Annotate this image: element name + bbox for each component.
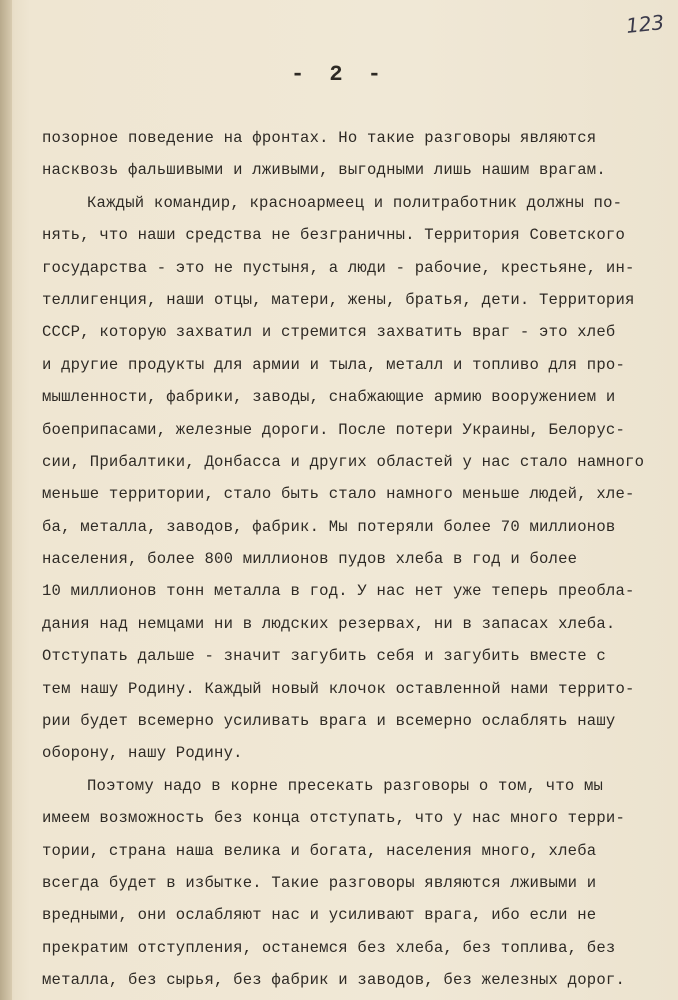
text-line: сии, Прибалтики, Донбасса и других областей у нас стало намного	[42, 452, 645, 471]
body-text	[42, 122, 652, 997]
page-number: - 2 -	[290, 62, 387, 87]
text-line: прекратим отступления, останемся без хлеба, без топлива, без	[42, 938, 616, 957]
paragraph-start-line: Каждый командир, красноармеец и политработник должны по-	[87, 193, 623, 212]
text-line: ба, металла, заводов, фабрик. Мы потеряли более 70 миллионов	[42, 517, 616, 536]
archive-number: 123	[624, 10, 666, 38]
text-line: мышленности, фабрики, заводы, снабжающие армию вооружением и	[42, 388, 616, 407]
text-line: позорное поведение на фронтах. Но такие разговоры являются	[42, 129, 597, 147]
text-line: дания над немцами ни в людских резервах, ни в запасах хлеба.	[42, 614, 616, 633]
text-line: теллигенция, наши отцы, матери, жены, братья, дети. Территория	[42, 290, 635, 309]
text-line: рии будет всемерно усиливать врага и всемерно ослаблять нашу	[42, 712, 616, 731]
text-line: и другие продукты для армии и тыла, металл и топливо для про-	[42, 355, 626, 374]
text-line: государства - это не пустыня, а люди - рабочие, крестьяне, ин-	[42, 258, 635, 277]
text-line: 10 миллионов тонн металла в год. У нас нет уже теперь преобла-	[42, 582, 635, 601]
text-line: металла, без сырья, без фабрик и заводов, без железных дорог.	[42, 971, 626, 990]
binding-edge	[0, 0, 12, 1000]
text-line: вредными, они ослабляют нас и усиливают врага, ибо если не	[42, 906, 597, 925]
text-line: населения, более 800 миллионов пудов хлеба в год и более	[42, 550, 578, 569]
text-line: СССР, которую захватил и стремится захватить враг - это хлеб	[42, 323, 616, 342]
text-line: насквозь фальшивыми и лживыми, выгодными лишь нашим врагам.	[42, 161, 606, 180]
text-line: нять, что наши средства не безграничны. Территория Советского	[42, 226, 626, 245]
text-line: боеприпасами, железные дороги. После потери Украины, Белорус-	[42, 420, 626, 439]
text-line: тем нашу Родину. Каждый новый клочок оставленной нами террито-	[42, 679, 635, 698]
text-line: имеем возможность без конца отступать, что у нас много терри-	[42, 809, 626, 828]
text-line: Отступать дальше - значит загубить себя и загубить вместе с	[42, 647, 606, 666]
text-line: меньше территории, стало быть стало намного меньше людей, хле-	[42, 485, 635, 504]
paragraph-start-line: Поэтому надо в корне пресекать разговоры о том, что мы	[87, 776, 604, 795]
text-line: тории, страна наша велика и богата, населения много, хлеба	[42, 841, 597, 860]
text-line: оборону, нашу Родину.	[42, 744, 243, 763]
text-line: всегда будет в избытке. Такие разговоры являются лживыми и	[42, 873, 597, 892]
